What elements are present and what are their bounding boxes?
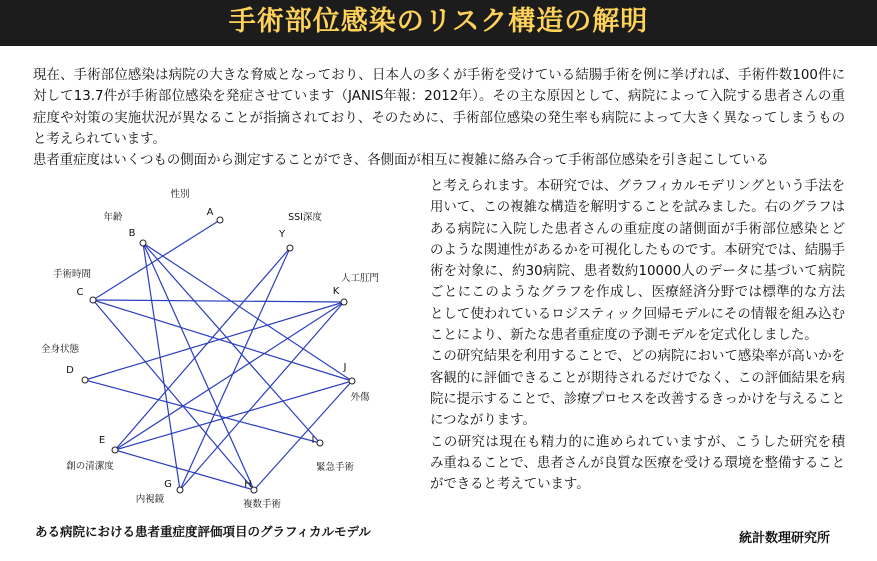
node-label-H: 複数手術 <box>242 499 282 510</box>
node-id-A: A <box>206 207 214 218</box>
node-I <box>317 440 323 446</box>
body-paragraph-3: この研究は現在も精力的に進められていますが、こうした研究を積み重ねることで、患者さんが良質な医療を受ける環境を整備することができると考えています。 <box>430 434 845 493</box>
node-H <box>251 487 257 493</box>
node-B <box>140 240 146 246</box>
node-label-A: 性別 <box>170 189 190 200</box>
node-id-B: B <box>128 228 136 239</box>
organization-name: 統計数理研究所 <box>738 531 830 546</box>
graphical-model-diagram <box>30 180 390 510</box>
intro-paragraph <box>33 65 845 171</box>
edge-A-C <box>93 220 220 300</box>
node-id-Y: Y <box>278 229 286 240</box>
node-label-Y: SSI深度 <box>288 212 322 223</box>
edge-H-C <box>93 300 254 490</box>
edge-C-K <box>93 300 344 302</box>
edge-B-G <box>143 243 180 490</box>
node-label-E: 創の清潔度 <box>66 461 114 472</box>
node-label-G: 内視鏡 <box>135 494 165 505</box>
node-G <box>177 487 183 493</box>
node-label-D: 全身状態 <box>40 344 80 355</box>
edge-D-K <box>85 302 344 380</box>
diagram-caption: ある病院における患者重症度評価項目のグラフィカルモデル <box>35 524 371 539</box>
node-id-H: H <box>244 479 252 490</box>
body-paragraph-1: と考えられます。本研究では、グラフィカルモデリングという手法を用いて、この複雑な構造を解明することを試みました。右のグラフはある病院に入院した患者さんの重症度の諸側面が手術部位感染とどのような関連性があるかを可視化したものです。本研究では、結腸手術を対象に、約30病院、患者数約10000人のデータに基づいて病院ごとにこのようなグラフを作成し、医療経済分野では標準的な方法として使われているロジスティック回帰モデルにその情報を組み込むことにより、新たな患者重症度の予測モデルを定式化しました。 <box>430 179 845 344</box>
node-id-E: E <box>98 435 106 446</box>
node-Y <box>287 245 293 251</box>
body-lead-text: 患者重症度はいくつもの側面から測定することができ、各側面が相互に複雑に絡み合って手術部位感染を引き起こしている <box>33 153 769 169</box>
node-id-D: D <box>66 365 74 376</box>
title-banner <box>0 0 877 46</box>
node-label-C: 手術時間 <box>52 269 92 280</box>
page-title: 手術部位感染のリスク構造の解明 <box>228 6 649 37</box>
node-label-J: 外傷 <box>350 392 370 403</box>
edge-G-Y <box>180 248 290 490</box>
node-id-K: K <box>332 286 340 297</box>
intro-text: 現在、手術部位感染は病院の大きな脅威となっており、日本人の多くが手術を受けている結腸手術を例に挙げれば、手術件数100件に対して13.7件が手術部位感染を発症させています（JANIS年報：2012年）。その主な原因として、病院によって入院する患者さんの重症度や対策の実施状況が異なることが指摘されており、そのために、手術部位感染の発生率も病院によって大きく異なってしまうものと考えられています。 <box>33 68 845 147</box>
node-A <box>217 217 223 223</box>
edge-E-Y <box>115 248 290 450</box>
node-C <box>90 297 96 303</box>
node-label-B: 年齢 <box>103 212 123 223</box>
node-K <box>341 299 347 305</box>
node-id-C: C <box>76 287 84 298</box>
node-D <box>82 377 88 383</box>
body-paragraph-2: この研究結果を利用することで、どの病院において感染率が高いかを客観的に評価できることが期待されるだけでなく、この評価結果を病院に提示することで、診療プロセスを改善するきっかけを与えることにつながります。 <box>430 349 845 429</box>
node-id-I: I <box>311 435 315 446</box>
node-id-J: J <box>343 362 347 373</box>
edge-H-J <box>254 381 352 490</box>
node-label-K: 人工肛門 <box>340 273 380 284</box>
edge-C-J <box>93 300 352 381</box>
node-label-I: 緊急手術 <box>315 462 355 473</box>
node-id-G: G <box>164 479 172 490</box>
node-E <box>112 447 118 453</box>
edge-D-I <box>85 380 320 443</box>
node-J <box>349 378 355 384</box>
body-right-column <box>430 176 845 495</box>
